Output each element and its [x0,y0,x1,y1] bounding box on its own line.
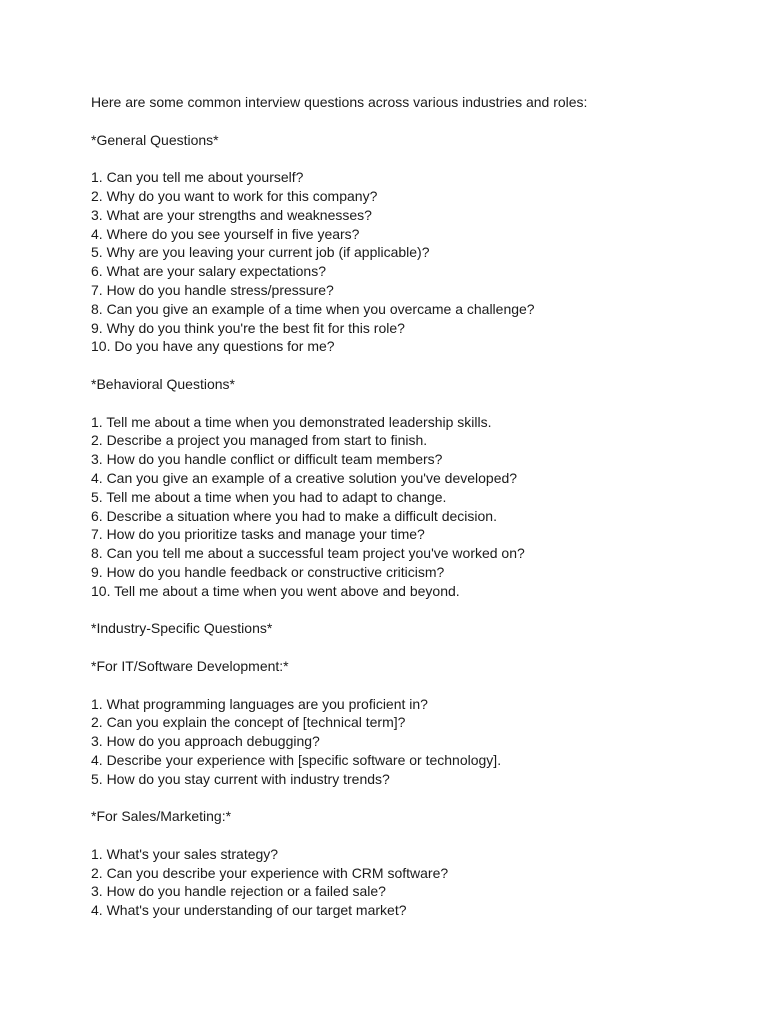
spacer [91,149,731,168]
spacer [91,601,731,620]
spacer [91,676,731,695]
list-item: 2. Describe a project you managed from start to finish. [91,432,428,449]
list-item: 4. Can you give an example of a creative solution you've developed? [91,469,518,486]
list-item: 3. How do you handle conflict or difficult team members? [91,451,443,468]
spacer [91,112,731,131]
intro-text: Here are some common interview questions across various industries and roles: [91,94,588,110]
list-item: 6. What are your salary expectations? [91,263,327,280]
list-item: 5. Why are you leaving your current job (if applicable)? [91,244,430,261]
list-item: 2. Why do you want to work for this company? [91,187,378,204]
list-item: 9. How do you handle feedback or constructive criticism? [91,563,445,580]
list-item: 4. Where do you see yourself in five years? [91,225,360,242]
list-item: 6. Describe a situation where you had to make a difficult decision. [91,507,497,524]
list-item: 3. What are your strengths and weaknesses? [91,206,372,223]
list-item: 4. Describe your experience with [specific software or technology]. [91,751,502,768]
list-item: 3. How do you approach debugging? [91,733,320,750]
list-item: 4. What's your understanding of our target market? [91,902,407,919]
general-questions-list [91,168,731,356]
sales-questions-heading: *For Sales/Marketing:* [91,808,232,825]
list-item: 1. Tell me about a time when you demonstrated leadership skills. [91,413,492,430]
it-questions-list [91,695,731,789]
industry-questions-heading: *Industry-Specific Questions* [91,620,273,637]
list-item: 7. How do you prioritize tasks and manage your time? [91,526,425,543]
it-questions-heading: *For IT/Software Development:* [91,657,289,674]
document-body [91,93,731,920]
list-item: 5. How do you stay current with industry trends? [91,770,390,787]
list-item: 5. Tell me about a time when you had to adapt to change. [91,488,447,505]
list-item: 8. Can you give an example of a time when you overcame a challenge? [91,300,535,317]
list-item: 10. Tell me about a time when you went above and beyond. [91,582,460,599]
list-item: 7. How do you handle stress/pressure? [91,281,334,298]
list-item: 8. Can you tell me about a successful team project you've worked on? [91,545,525,562]
list-item: 10. Do you have any questions for me? [91,338,335,355]
list-item: 1. What programming languages are you proficient in? [91,695,428,712]
list-item: 1. What's your sales strategy? [91,845,279,862]
behavioral-questions-list [91,413,731,601]
general-questions-heading: *General Questions* [91,131,219,148]
spacer [91,394,731,413]
list-item: 2. Can you describe your experience with CRM software? [91,864,449,881]
spacer [91,638,731,657]
list-item: 9. Why do you think you're the best fit for this role? [91,319,405,336]
spacer [91,788,731,807]
spacer [91,356,731,375]
list-item: 2. Can you explain the concept of [technical term]? [91,714,406,731]
sales-questions-list [91,845,731,920]
spacer [91,826,731,845]
list-item: 1. Can you tell me about yourself? [91,169,304,186]
list-item: 3. How do you handle rejection or a failed sale? [91,883,386,900]
behavioral-questions-heading: *Behavioral Questions* [91,375,235,392]
